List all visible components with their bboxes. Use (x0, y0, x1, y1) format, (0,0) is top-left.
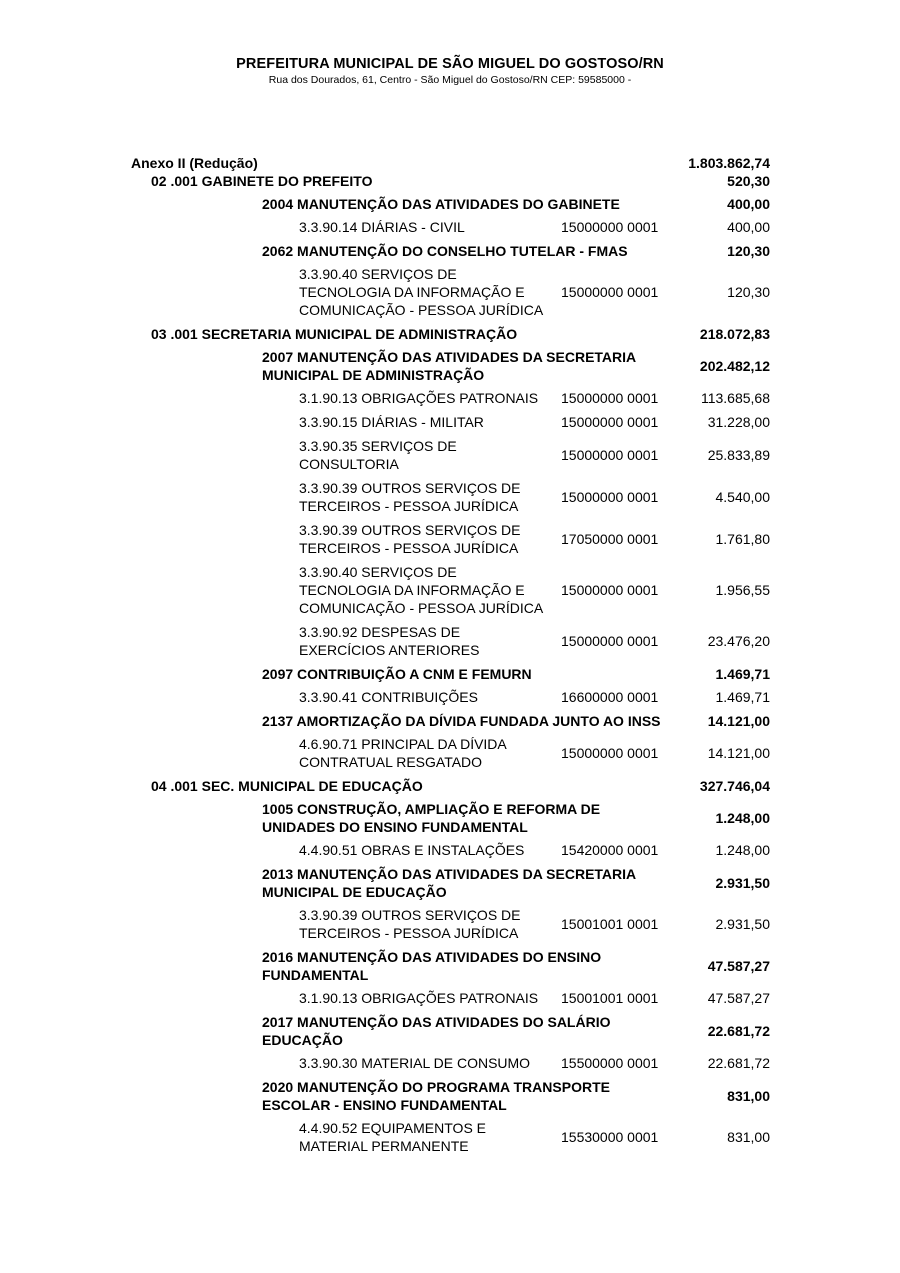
fonte-code: 15000000 0001 (561, 582, 659, 598)
item-value: 23.476,20 (707, 633, 770, 649)
unit-value: 327.746,04 (699, 778, 770, 794)
action-label: 2016 MANUTENÇÃO DAS ATIVIDADES DO ENSINO FUNDAMENTAL (262, 949, 602, 983)
fonte-code: 15000000 0001 (561, 284, 659, 300)
action-value: 2.931,50 (715, 875, 770, 891)
action-label: 2097 CONTRIBUIÇÃO A CNM E FEMURN (262, 666, 532, 682)
item-value: 1.469,71 (715, 689, 770, 705)
item-value: 120,30 (727, 284, 770, 300)
annex-label: Anexo II (Redução) (131, 155, 258, 171)
item-label: 4.6.90.71 PRINCIPAL DA DÍVIDA CONTRATUAL RESGATADO (299, 736, 506, 770)
item-label: 3.3.90.39 OUTROS SERVIÇOS DE TERCEIROS - PESSOA JURÍDICA (299, 480, 521, 514)
action-label: 2137 AMORTIZAÇÃO DA DÍVIDA FUNDADA JUNTO AO INSS (262, 713, 661, 729)
fonte-code: 15000000 0001 (561, 219, 659, 235)
item-value: 400,00 (727, 219, 770, 235)
fonte-code: 16600000 0001 (561, 689, 659, 705)
action-value: 14.121,00 (707, 713, 770, 729)
action-value: 1.248,00 (715, 810, 770, 826)
fonte-code: 15420000 0001 (561, 842, 659, 858)
action-value: 1.469,71 (715, 666, 770, 682)
action-value: 22.681,72 (707, 1023, 770, 1039)
item-value: 2.931,50 (715, 916, 770, 932)
item-label: 3.3.90.39 OUTROS SERVIÇOS DE TERCEIROS - PESSOA JURÍDICA (299, 907, 521, 941)
item-label: 3.1.90.13 OBRIGAÇÕES PATRONAIS (299, 990, 539, 1006)
item-label: 3.3.90.30 MATERIAL DE CONSUMO (299, 1055, 531, 1071)
item-value: 31.228,00 (707, 414, 770, 430)
fonte-code: 15000000 0001 (561, 745, 659, 761)
unit-value: 218.072,83 (699, 326, 770, 342)
action-value: 120,30 (727, 243, 770, 259)
page-title: PREFEITURA MUNICIPAL DE SÃO MIGUEL DO GOSTOSO/RN (236, 56, 664, 72)
action-label: 2020 MANUTENÇÃO DO PROGRAMA TRANSPORTE ESCOLAR - ENSINO FUNDAMENTAL (262, 1079, 610, 1113)
page-address: Rua dos Dourados, 61, Centro - São Miguel do Gostoso/RN CEP: 59585000 - (268, 74, 632, 86)
action-value: 47.587,27 (707, 958, 770, 974)
item-value: 47.587,27 (707, 990, 770, 1006)
item-value: 113.685,68 (700, 390, 770, 406)
fonte-code: 15530000 0001 (561, 1129, 659, 1145)
fonte-code: 17050000 0001 (561, 531, 659, 547)
item-value: 14.121,00 (707, 745, 770, 761)
action-value: 400,00 (727, 196, 770, 212)
action-label: 2007 MANUTENÇÃO DAS ATIVIDADES DA SECRETARIA MUNICIPAL DE ADMINISTRAÇÃO (262, 349, 636, 383)
fonte-code: 15001001 0001 (561, 990, 659, 1006)
item-label: 3.3.90.39 OUTROS SERVIÇOS DE TERCEIROS - PESSOA JURÍDICA (299, 522, 521, 556)
unit-label: 02 .001 GABINETE DO PREFEITO (151, 173, 373, 189)
action-label: 2062 MANUTENÇÃO DO CONSELHO TUTELAR - FMAS (262, 243, 628, 259)
fonte-code: 15000000 0001 (561, 390, 659, 406)
item-label: 3.3.90.41 CONTRIBUIÇÕES (299, 689, 478, 705)
item-value: 4.540,00 (715, 489, 770, 505)
fonte-code: 15000000 0001 (561, 414, 659, 430)
item-label: 3.3.90.40 SERVIÇOS DE TECNOLOGIA DA INFORMAÇÃO E COMUNICAÇÃO - PESSOA JURÍDICA (299, 564, 544, 616)
item-label: 3.3.90.35 SERVIÇOS DE CONSULTORIA (299, 438, 457, 472)
item-label: 3.3.90.14 DIÁRIAS - CIVIL (299, 219, 465, 235)
action-label: 2013 MANUTENÇÃO DAS ATIVIDADES DA SECRETARIA MUNICIPAL DE EDUCAÇÃO (262, 866, 636, 900)
fonte-code: 15000000 0001 (561, 489, 659, 505)
unit-label: 03 .001 SECRETARIA MUNICIPAL DE ADMINISTRAÇÃO (151, 326, 518, 342)
item-label: 3.3.90.92 DESPESAS DE EXERCÍCIOS ANTERIORES (299, 624, 480, 658)
fonte-code: 15001001 0001 (561, 916, 659, 932)
action-label: 2004 MANUTENÇÃO DAS ATIVIDADES DO GABINETE (262, 196, 620, 212)
fonte-code: 15500000 0001 (561, 1055, 659, 1071)
item-label: 4.4.90.52 EQUIPAMENTOS E MATERIAL PERMANENTE (299, 1120, 487, 1154)
item-label: 4.4.90.51 OBRAS E INSTALAÇÕES (299, 842, 525, 858)
unit-value: 520,30 (727, 173, 770, 189)
fonte-code: 15000000 0001 (561, 633, 659, 649)
annex-value: 1.803.862,74 (688, 155, 770, 171)
action-value: 202.482,12 (699, 358, 770, 374)
item-label: 3.3.90.15 DIÁRIAS - MILITAR (299, 414, 484, 430)
item-value: 22.681,72 (707, 1055, 770, 1071)
action-label: 1005 CONSTRUÇÃO, AMPLIAÇÃO E REFORMA DE UNIDADES DO ENSINO FUNDAMENTAL (262, 801, 601, 835)
item-label: 3.3.90.40 SERVIÇOS DE TECNOLOGIA DA INFORMAÇÃO E COMUNICAÇÃO - PESSOA JURÍDICA (299, 266, 544, 318)
page-header (0, 56, 900, 86)
action-value: 831,00 (727, 1088, 770, 1104)
item-value: 1.248,00 (715, 842, 770, 858)
item-value: 1.956,55 (715, 582, 770, 598)
unit-label: 04 .001 SEC. MUNICIPAL DE EDUCAÇÃO (151, 778, 423, 794)
action-label: 2017 MANUTENÇÃO DAS ATIVIDADES DO SALÁRIO EDUCAÇÃO (262, 1014, 611, 1048)
item-value: 1.761,80 (715, 531, 770, 547)
fonte-code: 15000000 0001 (561, 447, 659, 463)
item-value: 25.833,89 (707, 447, 770, 463)
item-value: 831,00 (727, 1129, 770, 1145)
item-label: 3.1.90.13 OBRIGAÇÕES PATRONAIS (299, 390, 539, 406)
